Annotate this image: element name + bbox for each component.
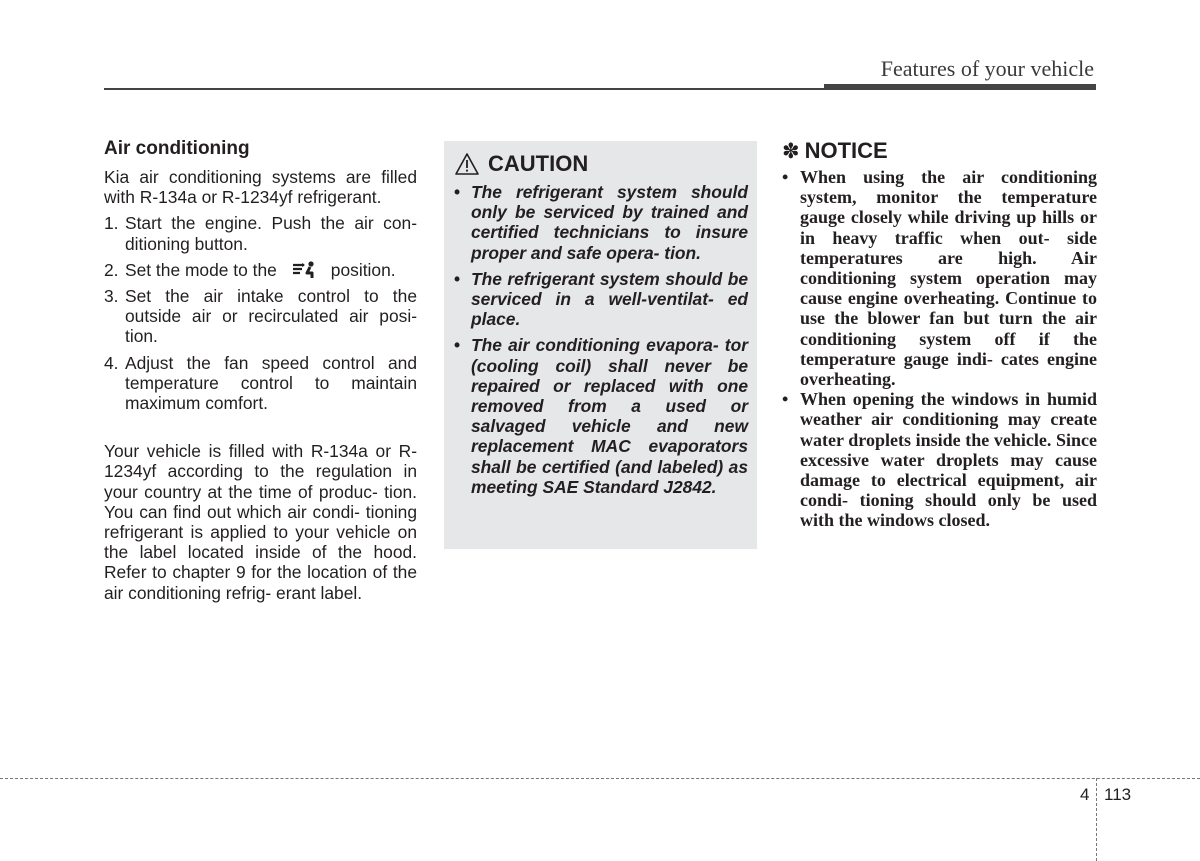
- notice-list: [782, 167, 1097, 531]
- refrigerant-paragraph: Your vehicle is filled with R-134a or R-1234yf according to the regulation in your country at the time of produc- tion. You can find out which air condi- tioning refrigerant is applied to your vehicle on the label located inside of the hood. Refer to chapter 9 for the location of the air conditioning refrig- erant label.: [104, 441, 417, 603]
- steps-list: [104, 213, 417, 413]
- caution-header: [454, 150, 748, 178]
- bullet-icon: •: [454, 335, 461, 356]
- step-text: Start the engine. Push the air con- ditioning button.: [125, 213, 417, 254]
- step-number: 2.: [104, 259, 119, 280]
- bullet-icon: •: [454, 268, 461, 289]
- notice-item: [782, 389, 1097, 530]
- footer-dashed-rule: [0, 778, 1200, 779]
- intro-text: Kia air conditioning systems are filled with R-134a or R-1234yf refrigerant.: [104, 167, 417, 208]
- notice-star-icon: ✽: [782, 139, 800, 163]
- notice-section: [782, 137, 1097, 531]
- chapter-number: 4: [1080, 785, 1090, 804]
- footer-dashed-divider: [1096, 778, 1097, 861]
- step-text: [125, 260, 417, 280]
- step-item: [104, 353, 417, 414]
- header-rule-thin: [104, 88, 824, 90]
- step-number: 4.: [104, 352, 119, 373]
- caution-item: [454, 182, 748, 263]
- step-text: Set the air intake control to the outside air or recirculated air posi- tion.: [125, 286, 417, 347]
- vent-mode-icon: [291, 261, 317, 279]
- air-conditioning-section: [104, 137, 417, 603]
- header-title: Features of your vehicle: [880, 56, 1094, 81]
- step-text: Adjust the fan speed control and temperature control to maintain maximum comfort.: [125, 352, 417, 414]
- bullet-icon: •: [782, 389, 789, 410]
- step-text-post: position.: [330, 259, 396, 280]
- caution-text: The refrigerant system should be serviced in a well-ventilat- ed place.: [471, 268, 748, 330]
- step-item: [104, 213, 417, 253]
- step-item: [104, 286, 417, 347]
- step-number: 3.: [104, 286, 119, 307]
- notice-title: NOTICE: [804, 138, 888, 163]
- section-heading: Air conditioning: [104, 138, 250, 159]
- caution-item: [454, 335, 748, 497]
- caution-item: [454, 269, 748, 330]
- caution-text: The air conditioning evapora- tor (cooling coil) shall never be repaired or replaced with one removed from a used or salvaged vehicle and new replacement MAC evaporators shall be certified (and labeled) as meeting SAE Standard J2842.: [471, 335, 748, 497]
- notice-item: [782, 167, 1097, 389]
- bullet-icon: •: [454, 182, 461, 202]
- step-number: 1.: [104, 213, 119, 234]
- header-rule-thick: [824, 84, 1096, 90]
- page-number: 113: [1104, 785, 1132, 804]
- notice-header: [782, 137, 1097, 165]
- bullet-icon: •: [782, 167, 789, 187]
- caution-text: The refrigerant system should only be serviced by trained and certified technicians to insure proper and safe opera- tion.: [471, 182, 748, 263]
- notice-text: When opening the windows in humid weather air conditioning may create water droplets inside the vehicle. Since excessive water droplets may cause damage to electrical equipment, air condi- tioning should only be used with the windows closed.: [800, 389, 1097, 531]
- warning-triangle-icon: [454, 152, 480, 176]
- step-text-pre: Set the mode to the: [125, 259, 277, 280]
- caution-list: [454, 182, 748, 497]
- step-item: [104, 260, 417, 280]
- caution-box: [444, 141, 757, 549]
- caution-title: CAUTION: [488, 151, 589, 176]
- notice-text: When using the air conditioning system, monitor the temperature gauge closely while driving up hills or in heavy traffic when out- side temperatures are high. Air conditioning system operation may cause engine overheating. Continue to use the blower fan but turn the air conditioning system off if the temperature gauge indi- cates engine overheating.: [800, 167, 1097, 390]
